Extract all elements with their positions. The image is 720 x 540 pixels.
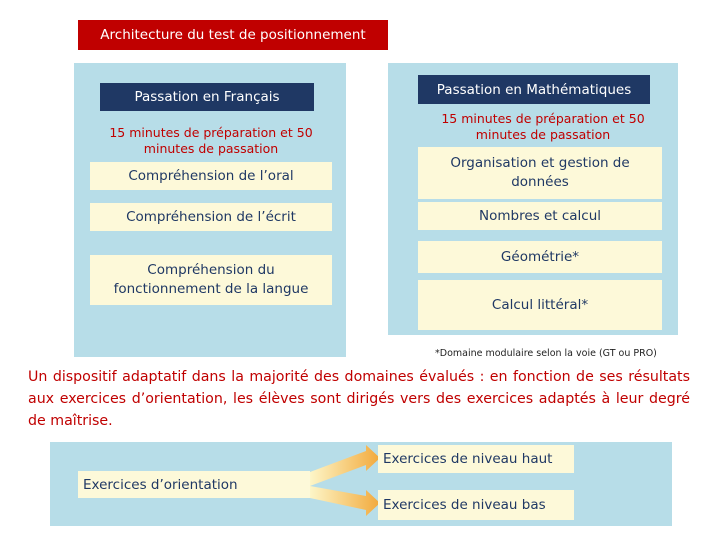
footnote: *Domaine modulaire selon la voie (GT ou PRO) bbox=[435, 348, 657, 359]
francais-item-oral: Compréhension de l’oral bbox=[90, 162, 332, 190]
exercise-high-box: Exercices de niveau haut bbox=[378, 445, 574, 473]
francais-item-langue: Compréhension du fonctionnement de la langue bbox=[90, 255, 332, 305]
francais-duration: 15 minutes de préparation et 50 minutes de passation bbox=[109, 125, 313, 156]
description-paragraph: Un dispositif adaptatif dans la majorité des domaines évalués : en fonction de ses résultats aux exercices d’orientation, les élèves sont dirigés vers des exercices adaptés à leur degré de maîtrise. bbox=[28, 369, 690, 429]
maths-item-geometrie: Géométrie* bbox=[418, 241, 662, 273]
maths-header: Passation en Mathématiques bbox=[418, 75, 650, 104]
maths-item-nombres: Nombres et calcul bbox=[418, 202, 662, 230]
maths-item-organisation: Organisation et gestion de données bbox=[418, 147, 662, 199]
exercise-low-box: Exercices de niveau bas bbox=[378, 490, 574, 520]
exercise-orientation-box: Exercices d’orientation bbox=[78, 471, 310, 498]
diagram-title: Architecture du test de positionnement bbox=[78, 20, 388, 50]
arrow-down-shape bbox=[310, 486, 380, 516]
maths-duration: 15 minutes de préparation et 50 minutes de passation bbox=[441, 111, 645, 142]
maths-item-calcul-litteral: Calcul littéral* bbox=[418, 280, 662, 330]
francais-header: Passation en Français bbox=[100, 83, 314, 111]
francais-item-ecrit: Compréhension de l’écrit bbox=[90, 203, 332, 231]
arrow-up-shape bbox=[310, 445, 380, 486]
